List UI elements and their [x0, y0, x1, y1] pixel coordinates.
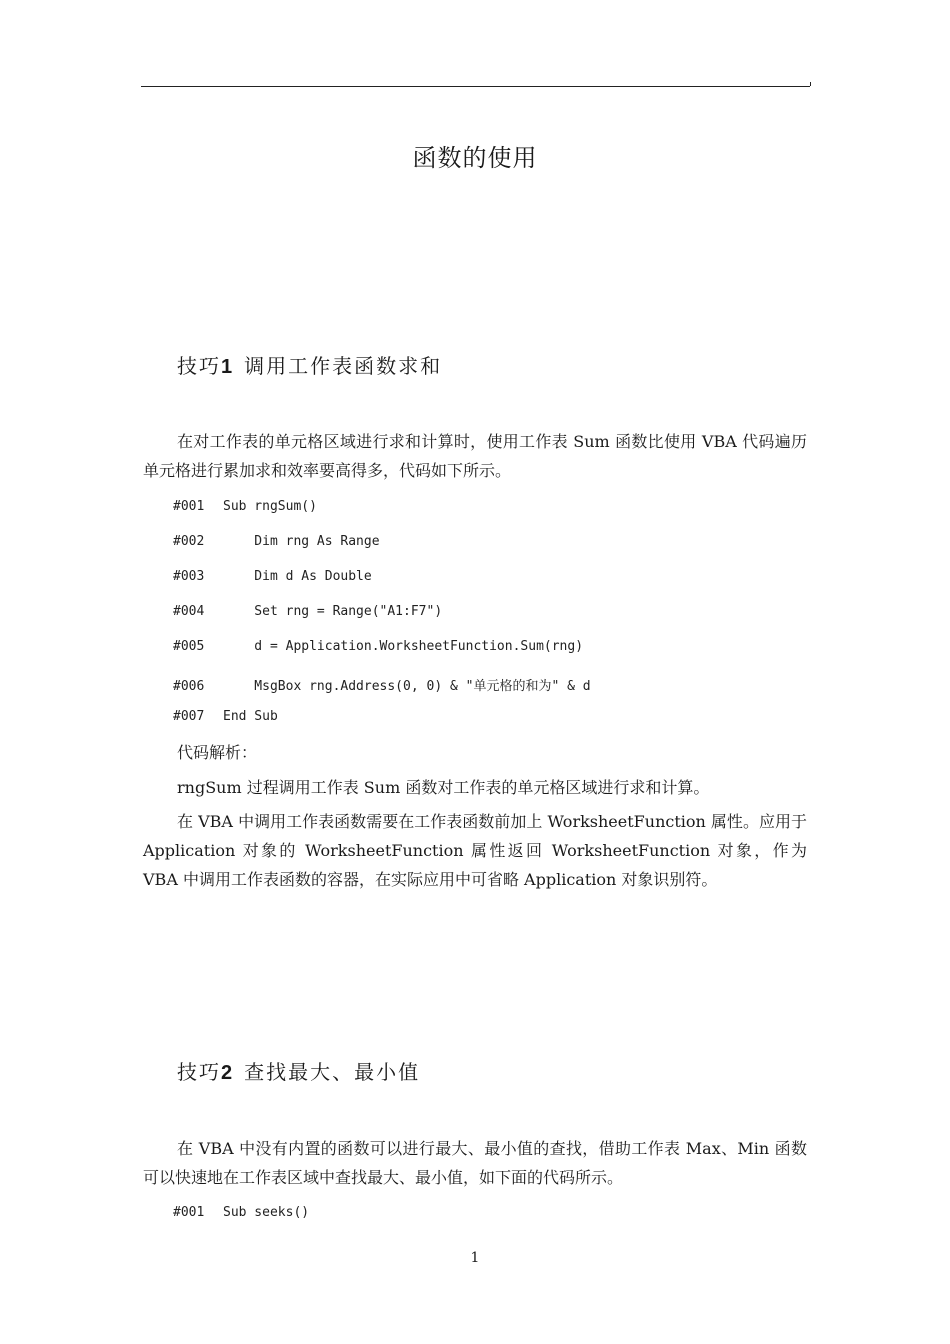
code-line-text: Dim rng As Range [223, 534, 380, 549]
section-2-title: 查找最大、最小值 [244, 1060, 421, 1084]
code-line [173, 569, 372, 584]
section-1-heading [177, 350, 442, 379]
code-line [173, 639, 583, 654]
code-line [173, 604, 442, 619]
section-2-intro: 在 VBA 中没有内置的函数可以进行最大、最小值的查找，借助工作表 Max、Min 函数可以快速地在工作表区域中查找最大、最小值，如下面的代码所示。 [143, 1139, 807, 1187]
code-line [173, 1205, 309, 1220]
section-2-label: 技巧 [177, 1060, 221, 1084]
code-line-text: MsgBox rng.Address(0, 0) & "单元格的和为" & d [223, 679, 591, 694]
code-line [173, 499, 317, 514]
code-line-number: #002 [173, 534, 205, 549]
analysis-paragraph: 在 VBA 中调用工作表函数需要在工作表函数前加上 WorksheetFunction 属性。应用于 Application 对象的 WorksheetFunction 属性返回 WorksheetFunction 对象，作为 VBA 中调用工作表函数的容器，在实际应用中可省略 Application 对象识别符。 [143, 812, 807, 889]
header-rule [141, 86, 810, 87]
page-number: 1 [470, 1250, 480, 1266]
analysis-line: rngSum 过程调用工作表 Sum 函数对工作表的单元格区域进行求和计算。 [177, 778, 710, 797]
code-line-number: #006 [173, 679, 205, 694]
section-1-number: 1 [221, 356, 233, 378]
section-2-number: 2 [221, 1062, 233, 1084]
code-line-text: Sub seeks() [223, 1205, 310, 1220]
section-1-title: 调用工作表函数求和 [244, 354, 443, 378]
code-line [173, 709, 278, 724]
code-line-text: Set rng = Range("A1:F7") [223, 604, 443, 619]
section-1-intro: 在对工作表的单元格区域进行求和计算时，使用工作表 Sum 函数比使用 VBA 代码遍历单元格进行累加求和效率要高得多，代码如下所示。 [143, 432, 807, 480]
code-line-text: End Sub [223, 709, 278, 724]
code-line-number: #005 [173, 639, 205, 654]
code-line-text: Sub rngSum() [223, 499, 317, 514]
code-line-number: #001 [173, 499, 205, 514]
code-line-number: #007 [173, 709, 205, 724]
code-line-number: #004 [173, 604, 205, 619]
analysis-label: 代码解析： [177, 743, 258, 762]
page-title: 函数的使用 [412, 144, 538, 172]
section-1-label: 技巧 [177, 354, 221, 378]
code-line-number: #003 [173, 569, 205, 584]
code-line [173, 534, 380, 549]
code-line-text: d = Application.WorksheetFunction.Sum(rng) [223, 639, 584, 654]
code-line [173, 675, 591, 694]
code-line-number: #001 [173, 1205, 205, 1220]
code-line-text: Dim d As Double [223, 569, 372, 584]
section-2-heading [177, 1056, 420, 1085]
